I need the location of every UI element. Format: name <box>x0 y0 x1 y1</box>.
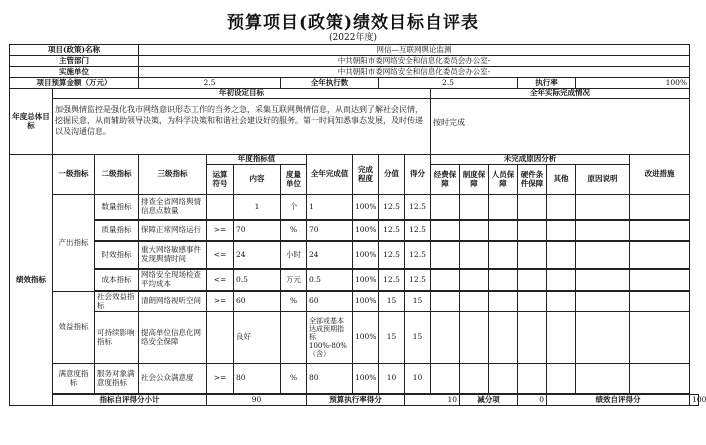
level2-cell: 社会效益指标 <box>95 292 139 312</box>
got-cell: 15 <box>405 292 431 312</box>
level2-cell: 可持续影响指标 <box>95 312 139 364</box>
operator-cell: >= <box>207 221 234 241</box>
budget-label: 项目预算金额（万元） <box>10 78 139 89</box>
completion-header: 完成程度 <box>353 155 379 195</box>
improve-header: 改进措施 <box>630 155 690 195</box>
project-name-label: 项目(政策)名称 <box>10 45 139 56</box>
score-cell: 12.5 <box>379 242 405 269</box>
unit-cell: 万元 <box>281 270 307 291</box>
level1-header: 一级指标 <box>53 155 95 195</box>
operator-cell <box>207 312 234 364</box>
level2-cell: 质量指标 <box>95 221 139 241</box>
got-cell: 12.5 <box>405 195 431 220</box>
table-row <box>10 195 699 220</box>
operator-cell <box>207 195 234 220</box>
level3-cell: 网络安全现场检查平均成本 <box>139 270 207 291</box>
level2-cell: 成本指标 <box>95 270 139 291</box>
dept-label: 主管部门 <box>10 56 139 67</box>
target-header: 年初设定目标 <box>53 89 431 99</box>
level2-cell: 时效指标 <box>95 242 139 269</box>
indicator-header-row-1 <box>10 155 699 165</box>
level2-cell: 服务对象满意度指标 <box>95 364 139 394</box>
reason-funding-header: 经费保障 <box>431 165 460 195</box>
unit-cell: 小时 <box>281 242 307 269</box>
level3-cell: 重大网络敏感事件发现舆情时间 <box>139 242 207 269</box>
unit-header: 度量单位 <box>281 165 307 195</box>
completion-cell: 100% <box>353 312 379 364</box>
completion-cell: 100% <box>353 195 379 220</box>
unit-value: 中共朝阳市委网络安全和信息化委员会办公室- <box>139 67 690 78</box>
self-score-label: 指标自评得分小计 <box>53 395 207 406</box>
level2-header: 二级指标 <box>95 155 139 195</box>
table-row <box>10 270 699 291</box>
dept-value: 中共朝阳市委网络安全和信息化委员会办公室- <box>139 56 690 67</box>
score-cell: 12.5 <box>379 270 405 291</box>
content-cell: 24 <box>234 242 281 269</box>
level3-cell: 社会公众满意度 <box>139 364 207 394</box>
rate-label: 执行率 <box>518 78 576 89</box>
completion-cell: 100% <box>353 270 379 291</box>
completion-cell: 100% <box>353 242 379 269</box>
got-cell: 10 <box>405 364 431 394</box>
actual-cell: 24 <box>307 242 353 269</box>
content-cell: 80 <box>234 364 281 394</box>
actual-header: 全年实际完成情况 <box>431 89 690 99</box>
got-header: 得分 <box>405 155 431 195</box>
level3-header: 三级指标 <box>139 155 207 195</box>
score-cell: 15 <box>379 292 405 312</box>
operator-header: 运算符号 <box>207 165 234 195</box>
project-name-row <box>10 45 699 56</box>
actual-value-header: 全年完成值 <box>307 155 353 195</box>
total-score-value: 100 <box>690 395 699 406</box>
evaluation-table <box>9 44 706 406</box>
annual-value-header: 年度指标值 <box>207 155 307 165</box>
annual-goal-label: 年度总体目标 <box>10 89 53 155</box>
table-row <box>10 221 699 241</box>
unit-row <box>10 67 699 78</box>
score-cell: 15 <box>379 312 405 364</box>
reason-staff-header: 人员保障 <box>489 165 518 195</box>
score-cell: 12.5 <box>379 221 405 241</box>
unit-cell: % <box>281 364 307 394</box>
goal-text-row <box>10 99 699 155</box>
actual-cell: 0.5 <box>307 270 353 291</box>
budget-row <box>10 78 699 89</box>
budget-score-value: 10 <box>405 395 460 406</box>
unit-cell: % <box>281 292 307 312</box>
budget-score-label: 预算执行率得分 <box>307 395 405 406</box>
operator-cell: >= <box>207 292 234 312</box>
level3-cell: 提高单位信息化网络安全保障 <box>139 312 207 364</box>
got-cell: 12.5 <box>405 221 431 241</box>
target-text: 加强舆情监控是强化我市网络意识形态工作的当务之急，采集互联网舆情信息，从而达到了解社会民情，挖掘民意，从而辅助领导决策，为科学决策和和谐社会建设好的服务。第一时间知悉事态发展，及时传递以及沟通信息。 <box>53 99 431 155</box>
unit-cell <box>281 312 307 364</box>
actual-text: 按时完成 <box>431 99 690 155</box>
unit-label: 实施单位 <box>10 67 139 78</box>
table-row <box>10 364 699 394</box>
total-score-label: 绩效自评得分 <box>547 395 690 406</box>
reason-hardware-header: 硬件条件保障 <box>518 165 547 195</box>
exec-label: 全年执行数 <box>281 78 379 89</box>
completion-cell: 100% <box>353 292 379 312</box>
level2-cell: 数量指标 <box>95 195 139 220</box>
performance-section-label: 绩效指标 <box>10 155 53 406</box>
reason-system-header: 制度保障 <box>460 165 489 195</box>
actual-cell: 70 <box>307 221 353 241</box>
score-header: 分值 <box>379 155 405 195</box>
content-cell: 70 <box>234 221 281 241</box>
footer-row <box>10 395 699 406</box>
content-cell: 60 <box>234 292 281 312</box>
table-row <box>10 242 699 269</box>
unit-cell: 个 <box>281 195 307 220</box>
level1-cell: 效益指标 <box>53 292 95 364</box>
form-year: (2022年度) <box>329 33 377 43</box>
unit-cell: % <box>281 221 307 241</box>
completion-cell: 100% <box>353 221 379 241</box>
content-cell: 良好 <box>234 312 281 364</box>
deduct-label: 减分项 <box>460 395 518 406</box>
got-cell: 15 <box>405 312 431 364</box>
reason-other-header: 其他 <box>547 165 576 195</box>
operator-cell: >= <box>207 364 234 394</box>
exec-value: 2.5 <box>379 78 518 89</box>
reason-group-header: 未完成原因分析 <box>431 155 630 165</box>
operator-cell: <= <box>207 242 234 269</box>
dept-row <box>10 56 699 67</box>
table-row <box>10 312 699 364</box>
budget-value: 2.5 <box>139 78 281 89</box>
completion-cell: 100% <box>353 364 379 394</box>
actual-cell: 80 <box>307 364 353 394</box>
goal-header-row <box>10 89 699 99</box>
got-cell: 12.5 <box>405 270 431 291</box>
level3-cell: 清朗网络视听空间 <box>139 292 207 312</box>
self-score-value: 90 <box>207 395 307 406</box>
operator-cell: <= <box>207 270 234 291</box>
content-header: 内容 <box>234 165 281 195</box>
reason-note-header: 原因说明 <box>576 165 630 195</box>
form-title: 预算项目(政策)绩效目标自评表 <box>226 13 480 33</box>
level3-cell: 保障正常网络运行 <box>139 221 207 241</box>
project-name-value: 网信—互联网舆论监测 <box>139 45 690 56</box>
rate-value: 100% <box>576 78 690 89</box>
content-cell: 0.5 <box>234 270 281 291</box>
actual-cell: 60 <box>307 292 353 312</box>
content-cell: 1 <box>234 195 281 220</box>
score-cell: 10 <box>379 364 405 394</box>
score-cell: 12.5 <box>379 195 405 220</box>
level3-cell: 排查全省网络舆情信息点数量 <box>139 195 207 220</box>
table-row <box>10 292 699 312</box>
level1-cell: 产出指标 <box>53 195 95 292</box>
actual-cell: 全部或基本达成预期指标100%-80%（含） <box>307 312 353 364</box>
level1-cell: 满意度指标 <box>53 364 95 394</box>
deduct-value: 0 <box>518 395 547 406</box>
actual-cell: 1 <box>307 195 353 220</box>
got-cell: 12.5 <box>405 242 431 269</box>
